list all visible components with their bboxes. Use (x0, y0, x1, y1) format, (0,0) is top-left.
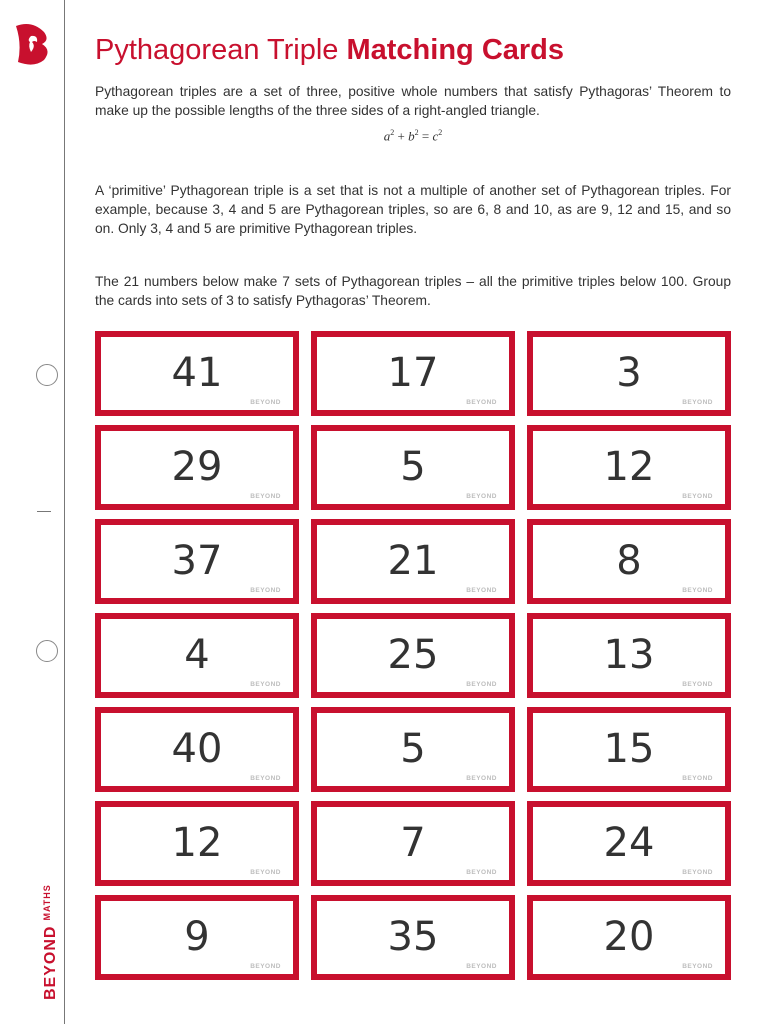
formula-equals: = (421, 128, 430, 144)
pythagoras-formula (0, 128, 768, 144)
card-number: 9 (184, 914, 210, 960)
card-brand: BEYOND (466, 587, 497, 594)
card-number: 3 (616, 350, 642, 396)
card-brand: BEYOND (250, 493, 281, 500)
card-number: 12 (603, 444, 655, 490)
card-brand: BEYOND (682, 399, 713, 406)
card-number: 5 (400, 444, 426, 490)
card-face (101, 337, 293, 410)
card-face (533, 431, 725, 504)
card-number: 37 (171, 538, 223, 584)
card-brand: BEYOND (466, 869, 497, 876)
formula-exp: 2 (414, 128, 419, 137)
matching-card[interactable] (95, 801, 299, 886)
card-number: 21 (387, 538, 439, 584)
card-face (317, 525, 509, 598)
formula-c: c (432, 128, 439, 144)
punch-hole (36, 640, 58, 662)
matching-card[interactable] (527, 801, 731, 886)
card-number: 24 (603, 820, 655, 866)
matching-card[interactable] (527, 707, 731, 792)
matching-card[interactable] (527, 895, 731, 980)
card-number: 25 (387, 632, 439, 678)
title-regular: Pythagorean Triple (95, 34, 347, 66)
card-face (317, 619, 509, 692)
matching-card[interactable] (311, 801, 515, 886)
matching-card[interactable] (95, 331, 299, 416)
card-face (101, 713, 293, 786)
card-grid (95, 331, 731, 980)
card-face (101, 431, 293, 504)
card-brand: BEYOND (466, 399, 497, 406)
card-brand: BEYOND (466, 493, 497, 500)
card-number: 5 (400, 726, 426, 772)
card-number: 12 (171, 820, 223, 866)
card-brand: BEYOND (250, 399, 281, 406)
card-face (533, 807, 725, 880)
card-brand: BEYOND (250, 775, 281, 782)
matching-card[interactable] (527, 331, 731, 416)
brand-name: BEYOND (42, 925, 59, 1000)
formula-plus: + (397, 128, 405, 144)
card-brand: BEYOND (466, 963, 497, 970)
card-brand: BEYOND (250, 869, 281, 876)
matching-card[interactable] (527, 613, 731, 698)
brand-sub: MATHS (42, 884, 52, 921)
card-brand: BEYOND (466, 681, 497, 688)
matching-card[interactable] (95, 707, 299, 792)
matching-card[interactable] (311, 613, 515, 698)
card-face (101, 619, 293, 692)
card-number: 40 (171, 726, 223, 772)
card-face (317, 713, 509, 786)
card-face (533, 901, 725, 974)
card-brand: BEYOND (250, 681, 281, 688)
card-brand: BEYOND (682, 493, 713, 500)
matching-card[interactable] (95, 895, 299, 980)
matching-card[interactable] (311, 331, 515, 416)
card-brand: BEYOND (682, 775, 713, 782)
matching-card[interactable] (311, 707, 515, 792)
card-number: 20 (603, 914, 655, 960)
card-face (317, 807, 509, 880)
matching-card[interactable] (311, 425, 515, 510)
card-number: 29 (171, 444, 223, 490)
punch-hole (36, 364, 58, 386)
card-brand: BEYOND (250, 587, 281, 594)
fold-mark (37, 511, 51, 512)
card-number: 35 (387, 914, 439, 960)
card-brand: BEYOND (466, 775, 497, 782)
matching-card[interactable] (527, 425, 731, 510)
formula-a: a (383, 128, 391, 144)
matching-card[interactable] (527, 519, 731, 604)
card-brand: BEYOND (682, 681, 713, 688)
card-number: 4 (184, 632, 210, 678)
card-face (101, 807, 293, 880)
intro-paragraph-1: Pythagorean triples are a set of three, positive whole numbers that satisfy Pythagoras’ Theorem to make up the possible lengths of the three sides of a right-angled triangle. (95, 84, 731, 118)
card-brand: BEYOND (682, 869, 713, 876)
card-face (101, 525, 293, 598)
card-number: 41 (171, 350, 223, 396)
card-brand: BEYOND (250, 963, 281, 970)
side-brand (42, 884, 60, 1000)
card-number: 8 (616, 538, 642, 584)
card-face (533, 525, 725, 598)
title-bold: Matching Cards (346, 34, 565, 66)
card-number: 15 (603, 726, 655, 772)
intro-paragraph-2: A ‘primitive’ Pythagorean triple is a set that is not a multiple of another set of Pythagorean triples. For example, because 3, 4 and 5 are Pythagorean triples, so are 6, 8 and 10, as are 9, 12 and 15, and so on. Only 3, 4 and 5 are primitive Pythagorean triples. (95, 183, 731, 236)
intro-paragraph-3: The 21 numbers below make 7 sets of Pythagorean triples – all the primitive triples below 100. Group the cards into sets of 3 to satisfy Pythagoras’ Theorem. (95, 274, 731, 308)
card-face (533, 713, 725, 786)
card-face (101, 901, 293, 974)
card-face (533, 337, 725, 410)
card-face (533, 619, 725, 692)
margin-line (64, 0, 65, 1024)
beyond-logo-icon (14, 22, 50, 66)
matching-card[interactable] (311, 895, 515, 980)
card-face (317, 901, 509, 974)
card-face (317, 431, 509, 504)
matching-card[interactable] (95, 519, 299, 604)
matching-card[interactable] (311, 519, 515, 604)
page-title (95, 34, 564, 67)
card-face (317, 337, 509, 410)
matching-card[interactable] (95, 613, 299, 698)
card-number: 17 (387, 350, 439, 396)
formula-b: b (408, 128, 415, 144)
matching-card[interactable] (95, 425, 299, 510)
formula-exp: 2 (438, 128, 443, 137)
formula-exp: 2 (390, 128, 395, 137)
card-brand: BEYOND (682, 963, 713, 970)
card-number: 13 (603, 632, 655, 678)
card-number: 7 (400, 820, 426, 866)
card-brand: BEYOND (682, 587, 713, 594)
